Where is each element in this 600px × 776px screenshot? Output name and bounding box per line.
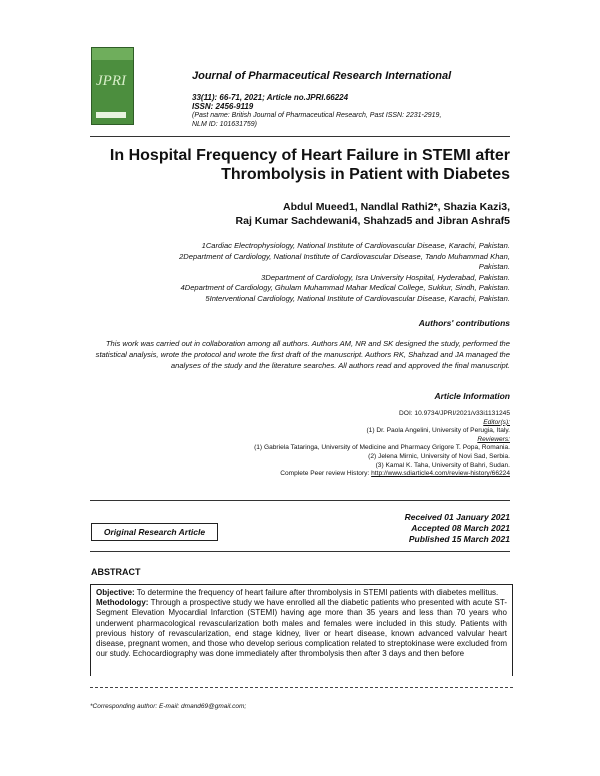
methodology-paragraph [96,598,507,659]
editor-label: Editor(s): [483,418,510,426]
citation: 33(11): 66-71, 2021; Article no.JPRI.66224 [192,93,349,102]
journal-cover-thumbnail [91,47,134,125]
info-divider [90,500,510,501]
abstract-heading: ABSTRACT [91,567,141,577]
reviewer-1: (1) Gabriela Tataringa, University of Medicine and Pharmacy Grigore T. Popa, Romania. [254,444,510,452]
peer-review-link[interactable]: http://www.sdiarticle4.com/review-history/66224 [371,470,510,478]
contributions-heading: Authors' contributions [418,318,510,328]
footnote-divider [90,687,513,688]
published-date: Published 15 March 2021 [408,534,510,544]
article-type-badge: Original Research Article [91,523,218,541]
issn: ISSN: 2456-9119 [192,102,254,111]
peer-review-prefix: Complete Peer review History: [280,470,370,478]
cover-band [92,48,133,60]
received-date: Received 01 January 2021 [404,512,510,522]
journal-meta [192,93,441,129]
objective-paragraph [96,588,507,598]
paper-title [90,146,510,184]
accepted-date: Accepted 08 March 2021 [411,523,510,533]
objective-text: To determine the frequency of heart failure after thrombolysis in STEMI patients with diabetes mellitus. [134,588,499,597]
cover-footer-bar [96,112,126,118]
dates-divider [90,551,510,552]
article-info-heading: Article Information [434,391,510,401]
methodology-text: Through a prospective study we have enrolled all the diabetic patients who presented with acute ST-Segment Elevation Myocardial Infarction (STEMI) having age more than 35 years and less than 70 years who underwent pharmacological revascularization both males and females were included in this study. Patients with previous history of revascularization, end stage kidney, liver or heart disease, known advanced valvular heart disease, pregnant women, and those who develop serious complication related to streptokinase were excluded from our study. Echocardiography was done immediately after thrombolysis then after 3 days and then before [96,598,507,659]
affiliation-5: 5Interventional Cardiology, National Institute of Cardiovascular Disease, Karachi, Pakistan. [205,293,510,303]
article-information [90,410,510,479]
methodology-label: Methodology: [96,598,149,608]
nlm-id: NLM ID: 101631759) [192,121,257,128]
publication-dates [300,512,510,545]
title-line-2: Thrombolysis in Patient with Diabetes [221,166,510,183]
affiliation-4: 4Department of Cardiology, Ghulam Muhammad Mahar Medical College, Sukkur, Sindh, Pakistan. [180,283,510,292]
reviewer-2: (2) Jelena Mirnic, University of Novi Sad, Serbia. [368,452,510,460]
affiliation-2-cont: Pakistan. [478,262,510,271]
reviewers-label: Reviewers: [477,435,510,443]
past-name: (Past name: British Journal of Pharmaceutical Research, Past ISSN: 2231-2919, [192,112,442,119]
affiliation-1: 1Cardiac Electrophysiology, National Institute of Cardiovascular Disease, Karachi, Pakistan. [201,241,510,250]
reviewer-3: (3) Kamal K. Taha, University of Bahri, Sudan. [375,461,510,469]
affiliation-2: 2Department of Cardiology, National Institute of Cardiovascular Disease, Tando Muhammad Khan, [179,251,510,261]
objective-label: Objective: [96,588,135,597]
peer-review-history [90,470,510,479]
authors-line-2: Raj Kumar Sachdewani4, Shahzad5 and Jibran Ashraf5 [235,215,510,227]
authors-line-1: Abdul Mueed1, Nandlal Rathi2*, Shazia Kazi3, [283,201,510,213]
journal-logo: JPRI [96,73,126,89]
author-list [90,200,510,228]
doi: DOI: 10.9734/JPRI/2021/v33i1131245 [399,410,510,417]
abstract-box [90,584,513,676]
title-line-1: In Hospital Frequency of Heart Failure in STEMI after [109,147,510,164]
header-divider [90,136,510,137]
editor: (1) Dr. Paola Angelini, University of Perugia, Italy. [366,427,510,435]
affiliation-3: 3Department of Cardiology, Isra University Hospital, Hyderabad, Pakistan. [261,272,510,282]
affiliations [90,241,510,304]
contributions-text: This work was carried out in collaboration among all authors. Authors AM, NR and SK designed the study, performed the statistical analysis, wrote the protocol and wrote the first draft of the manuscript. Authors RK, Shahzad and JA managed the analyses of the study and the literature searches. All authors read and approved the final manuscript. [95,339,510,370]
journal-name: Journal of Pharmaceutical Research International [192,70,452,82]
corresponding-author-footnote: *Corresponding author: E-mail: dmand69@gmail.com; [90,703,247,710]
